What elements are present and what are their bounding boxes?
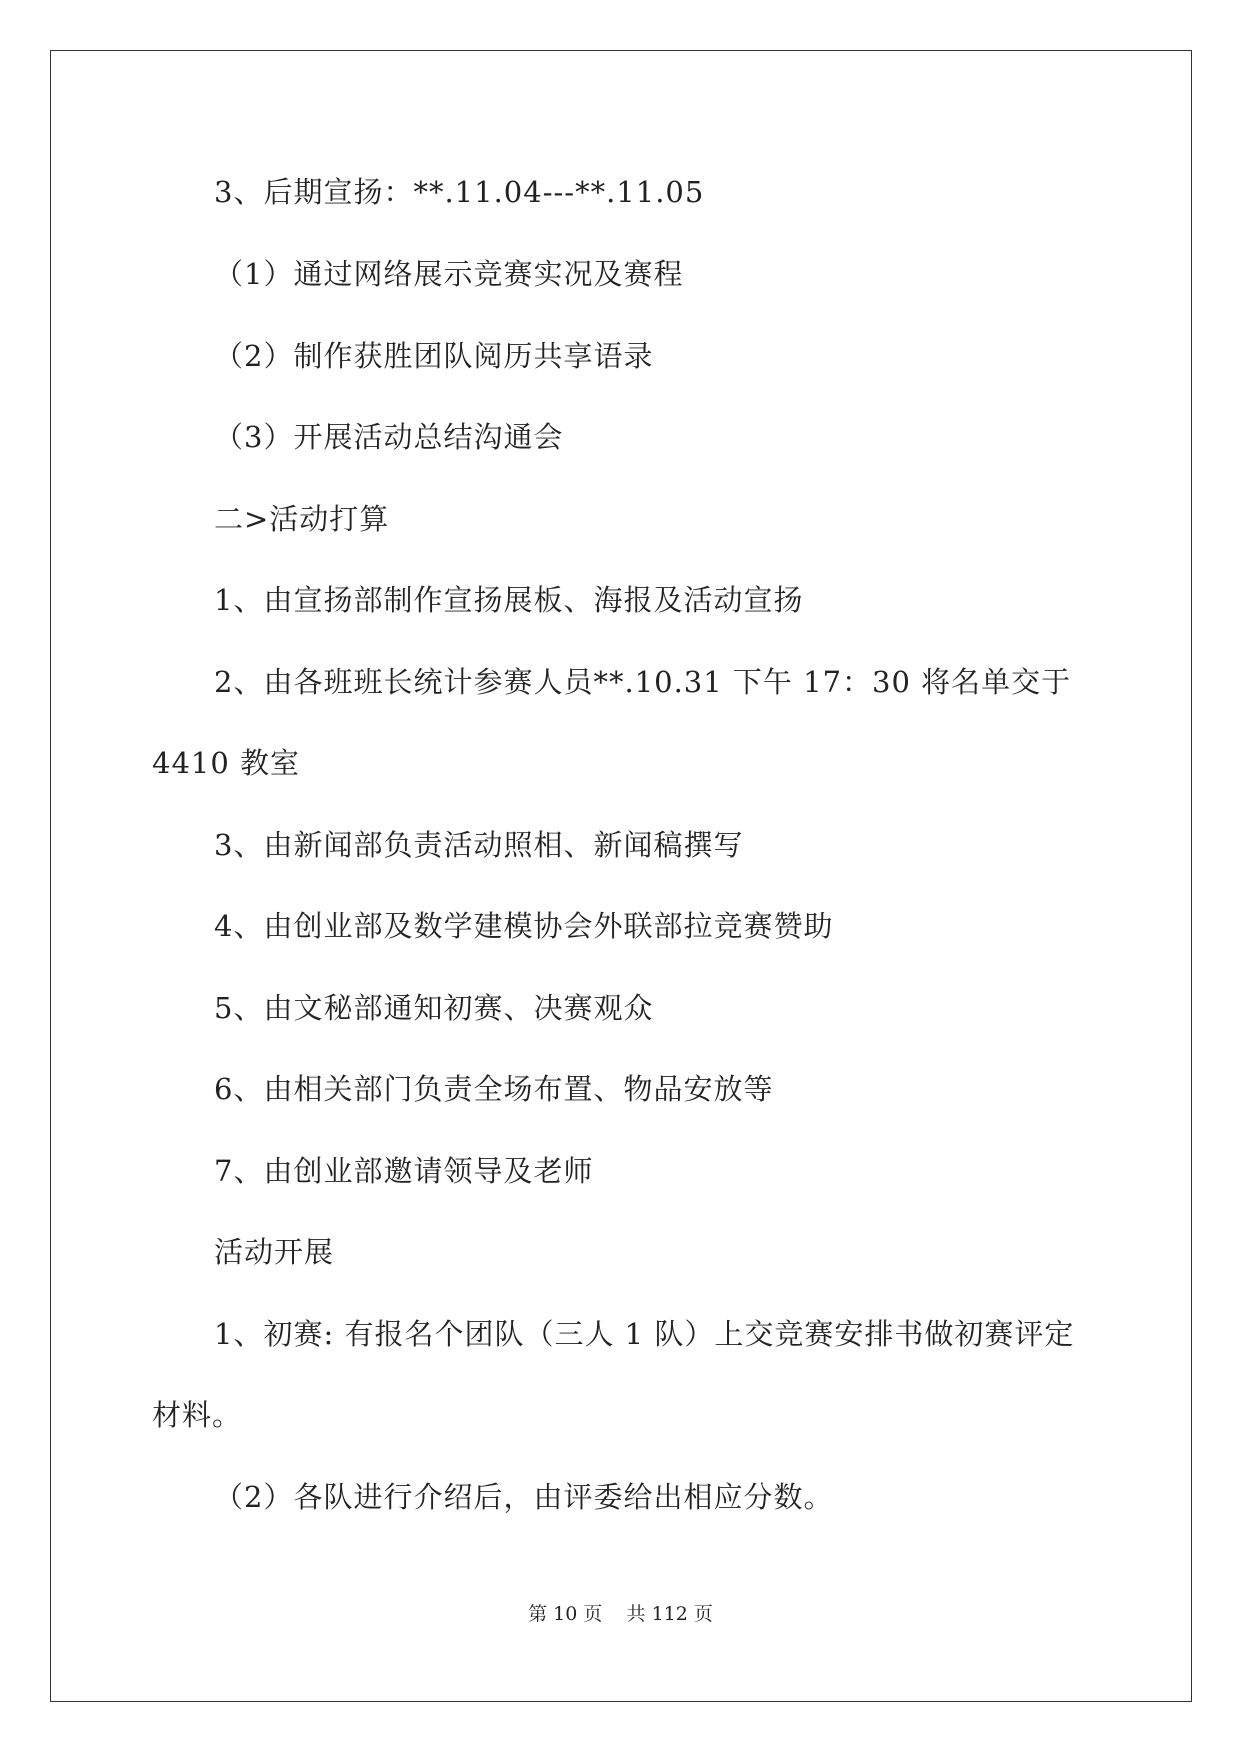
text-line: 材料。 bbox=[152, 1398, 243, 1432]
page-border bbox=[50, 50, 1192, 1702]
text-line: 6、由相关部门负责全场布置、物品安放等 bbox=[214, 1072, 774, 1106]
text-line: 4、由创业部及数学建模协会外联部拉竞赛赞助 bbox=[214, 909, 834, 943]
text-line: 3、后期宣扬：**.11.04---**.11.05 bbox=[214, 175, 705, 209]
text-line: 3、由新闻部负责活动照相、新闻稿撰写 bbox=[214, 828, 744, 862]
text-line: （2）各队进行介绍后，由评委给出相应分数。 bbox=[214, 1480, 834, 1514]
text-line: 2、由各班班长统计参赛人员**.10.31 下午 17：30 将名单交于 bbox=[214, 665, 1072, 699]
section-heading: 活动开展 bbox=[214, 1235, 335, 1269]
text-line: 4410 教室 bbox=[152, 746, 301, 780]
text-line: （1）通过网络展示竞赛实况及赛程 bbox=[214, 257, 684, 291]
page-number-footer: 第 10 页 共 112 页 bbox=[528, 1603, 713, 1625]
text-line: （2）制作获胜团队阅历共享语录 bbox=[214, 339, 654, 373]
text-line: （3）开展活动总结沟通会 bbox=[214, 420, 564, 454]
text-line: 1、初赛: 有报名个团队（三人 1 队）上交竞赛安排书做初赛评定 bbox=[214, 1317, 1075, 1351]
text-line: 7、由创业部邀请领导及老师 bbox=[214, 1154, 594, 1188]
text-line: 1、由宣扬部制作宣扬展板、海报及活动宣扬 bbox=[214, 583, 804, 617]
section-heading: 二>活动打算 bbox=[214, 502, 390, 536]
text-line: 5、由文秘部通知初赛、决赛观众 bbox=[214, 991, 654, 1025]
